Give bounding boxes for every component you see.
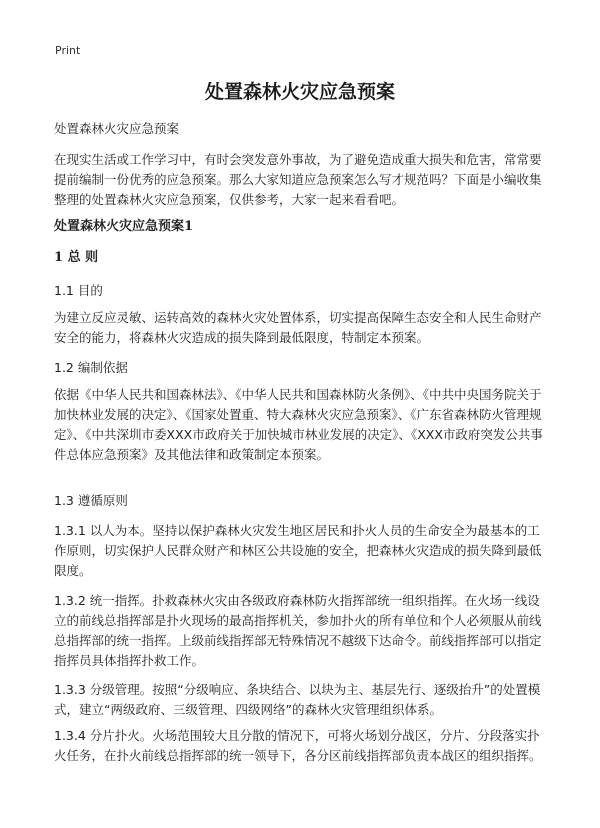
print-link[interactable]: Print xyxy=(55,44,81,57)
paragraph-principle-people: 1.3.1 以人为本。坚持以保护森林火灾发生地区居民和扑火人员的生命安全为最基本的工作原则，切实保护人民群众财产和林区公共设施的安全，把森林火灾造成的损失降到最低限度。 xyxy=(54,523,542,578)
intro-paragraph: 在现实生活或工作学习中，有时会突发意外事故，为了避免造成重大损失和危害，常常要提前编制一份优秀的应急预案。那么大家知道应急预案怎么写才规范吗？下面是小编收集整理的处置森林火灾应急预案，仅供参考，大家一起来看看吧。 xyxy=(54,152,542,207)
subsection-heading-basis: 1.2 编制依据 xyxy=(54,360,128,375)
page-title: 处置森林火灾应急预案 xyxy=(204,81,395,103)
paragraph-principle-zones: 1.3.4 分片扑火。火场范围较大且分散的情况下，可将火场划分战区，分片、分段落实扑火任务，在扑火前线总指挥部的统一领导下，各分区前线指挥部负责本战区的组织指挥。 xyxy=(54,728,542,763)
paragraph-basis: 依据《中华人民共和国森林法》、《中华人民共和国森林防火条例》、《中共中央国务院关于加快林业发展的决定》、《国家处置重、特大森林火灾应急预案》、《广东省森林防火管理规定》、《中共深圳市委XXX市政府关于加快城市林业发展的决定》、《XXX市政府突发公共事件总体应急预案》及其他法律和政策制定本预案。 xyxy=(54,387,543,462)
paragraph-principle-management: 1.3.3 分级管理。按照“分级响应、条块结合、以块为主、基层先行、逐级抬升”的处置模式，建立“两级政府、三级管理、四级网络”的森林火灾管理组织体系。 xyxy=(54,682,541,717)
paragraph-purpose: 为建立反应灵敏、运转高效的森林火灾处置体系，切实提高保障生态安全和人民生命财产安全的能力，将森林火灾造成的损失降到最低限度，特制定本预案。 xyxy=(54,310,542,345)
document-subtitle: 处置森林火灾应急预案 xyxy=(54,121,180,136)
section-heading: 处置森林火灾应急预案1 xyxy=(54,219,194,234)
chapter-heading: 1 总 则 xyxy=(54,250,99,265)
subsection-heading-purpose: 1.1 目的 xyxy=(54,283,103,298)
paragraph-principle-command: 1.3.2 统一指挥。扑救森林火灾由各级政府森林防火指挥部统一组织指挥。在火场一线设立的前线总指挥部是扑火现场的最高指挥机关，参加扑火的所有单位和个人必须服从前线总指挥部的统一指挥。上级前线指挥部无特殊情况不越级下达命令。前线指挥部可以指定指挥员具体指挥扑救工作。 xyxy=(54,593,542,668)
subsection-heading-principles: 1.3 遵循原则 xyxy=(54,493,128,508)
